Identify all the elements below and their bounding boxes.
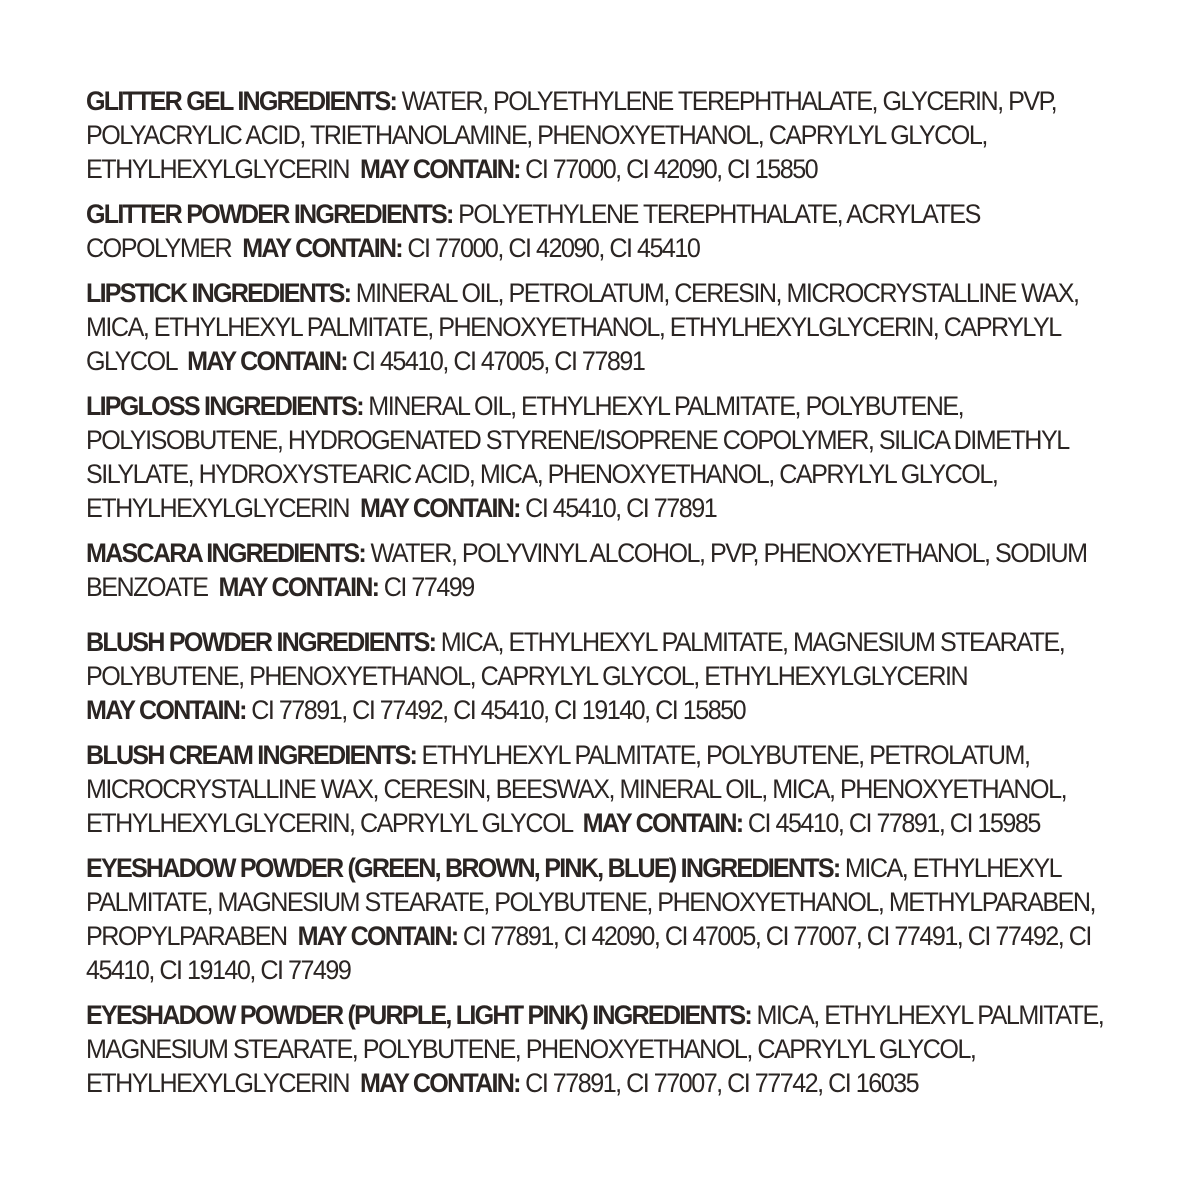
ingredient-section-glitter-powder	[86, 197, 1109, 265]
ingredient-section-eyeshadow-purple-light-pink	[86, 998, 1109, 1100]
may-contain-label: MAY CONTAIN:	[297, 921, 458, 951]
section-heading: LIPGLOSS INGREDIENTS:	[86, 391, 363, 421]
ingredient-section-glitter-gel	[86, 84, 1109, 186]
may-contain-label: MAY CONTAIN:	[582, 808, 743, 838]
ingredient-list: MICA, ETHYLHEXYL PALMITATE, MAGNESIUM STEARATE, POLYBUTENE, PHENOXYETHANOL, CAPRYLYL GLYCOL, ETHYLHEXYLGLYCERIN	[86, 1000, 1104, 1098]
ingredient-list: MICA, ETHYLHEXYL PALMITATE, MAGNESIUM STEARATE, POLYBUTENE, PHENOXYETHANOL, CAPRYLYL GLYCOL, ETHYLHEXYLGLYCERIN	[86, 627, 1065, 691]
ingredient-list: ETHYLHEXYL PALMITATE, POLYBUTENE, PETROLATUM, MICROCRYSTALLINE WAX, CERESIN, BEESWAX, MINERAL OIL, MICA, PHENOXYETHANOL, ETHYLHEXYLGLYCERIN, CAPRYLYL GLYCOL	[86, 740, 1067, 838]
may-contain-label: MAY CONTAIN:	[359, 1068, 520, 1098]
may-contain-list: CI 77000, CI 42090, CI 15850	[525, 154, 818, 184]
may-contain-label: MAY CONTAIN:	[242, 233, 402, 263]
ingredient-section-mascara	[86, 536, 1109, 604]
section-heading: MASCARA INGREDIENTS:	[86, 538, 366, 568]
may-contain-list: CI 77499	[383, 572, 474, 602]
section-heading: GLITTER POWDER INGREDIENTS:	[86, 199, 453, 229]
may-contain-list: CI 77891, CI 77007, CI 77742, CI 16035	[525, 1068, 919, 1098]
section-heading: EYESHADOW POWDER (PURPLE, LIGHT PINK) INGREDIENTS:	[86, 1000, 751, 1030]
may-contain-label: MAY CONTAIN:	[359, 493, 520, 523]
ingredient-section-blush-cream	[86, 738, 1109, 840]
may-contain-label: MAY CONTAIN:	[187, 346, 347, 376]
may-contain-list: CI 45410, CI 77891, CI 15985	[747, 808, 1040, 838]
ingredient-section-blush-powder	[86, 625, 1109, 727]
ingredients-label	[86, 84, 1109, 1111]
may-contain-list: CI 45410, CI 77891	[525, 493, 717, 523]
section-heading: EYESHADOW POWDER (GREEN, BROWN, PINK, BLUE) INGREDIENTS:	[86, 853, 840, 883]
section-heading: BLUSH POWDER INGREDIENTS:	[86, 627, 436, 657]
section-heading: GLITTER GEL INGREDIENTS:	[86, 86, 397, 116]
section-heading: BLUSH CREAM INGREDIENTS:	[86, 740, 417, 770]
may-contain-list: CI 77891, CI 42090, CI 47005, CI 77007, CI 77491, CI 77492, CI 45410, CI 19140, CI 77499	[86, 921, 1091, 985]
ingredient-list: WATER, POLYETHYLENE TEREPHTHALATE, GLYCERIN, PVP, POLYACRYLIC ACID, TRIETHANOLAMINE, PHENOXYETHANOL, CAPRYLYL GLYCOL, ETHYLHEXYLGLYCERIN	[86, 86, 1057, 184]
ingredient-section-lipstick	[86, 276, 1109, 378]
may-contain-list: CI 45410, CI 47005, CI 77891	[352, 346, 645, 376]
may-contain-label: MAY CONTAIN:	[86, 695, 246, 725]
may-contain-list: CI 77891, CI 77492, CI 45410, CI 19140, CI 15850	[251, 695, 746, 725]
ingredient-list: WATER, POLYVINYL ALCOHOL, PVP, PHENOXYETHANOL, SODIUM BENZOATE	[86, 538, 1087, 602]
section-heading: LIPSTICK INGREDIENTS:	[86, 278, 351, 308]
may-contain-list: CI 77000, CI 42090, CI 45410	[407, 233, 700, 263]
ingredient-list: POLYETHYLENE TEREPHTHALATE, ACRYLATES COPOLYMER	[86, 199, 980, 263]
may-contain-label: MAY CONTAIN:	[359, 154, 520, 184]
ingredient-section-eyeshadow-green-brown-pink-blue	[86, 851, 1109, 987]
ingredient-section-lipgloss	[86, 389, 1109, 525]
ingredient-list: MINERAL OIL, PETROLATUM, CERESIN, MICROCRYSTALLINE WAX, MICA, ETHYLHEXYL PALMITATE, PHENOXYETHANOL, ETHYLHEXYLGLYCERIN, CAPRYLYL GLYCOL	[86, 278, 1079, 376]
ingredient-list: MICA, ETHYLHEXYL PALMITATE, MAGNESIUM STEARATE, POLYBUTENE, PHENOXYETHANOL, METHYLPARABEN, PROPYLPARABEN	[86, 853, 1095, 951]
may-contain-label: MAY CONTAIN:	[218, 572, 379, 602]
ingredient-list: MINERAL OIL, ETHYLHEXYL PALMITATE, POLYBUTENE, POLYISOBUTENE, HYDROGENATED STYRENE/ISOPRENE COPOLYMER, SILICA DIMETHYL SILYLATE, HYDROXYSTEARIC ACID, MICA, PHENOXYETHANOL, CAPRYLYL GLYCOL, ETHYLHEXYLGLYCERIN	[86, 391, 1068, 523]
